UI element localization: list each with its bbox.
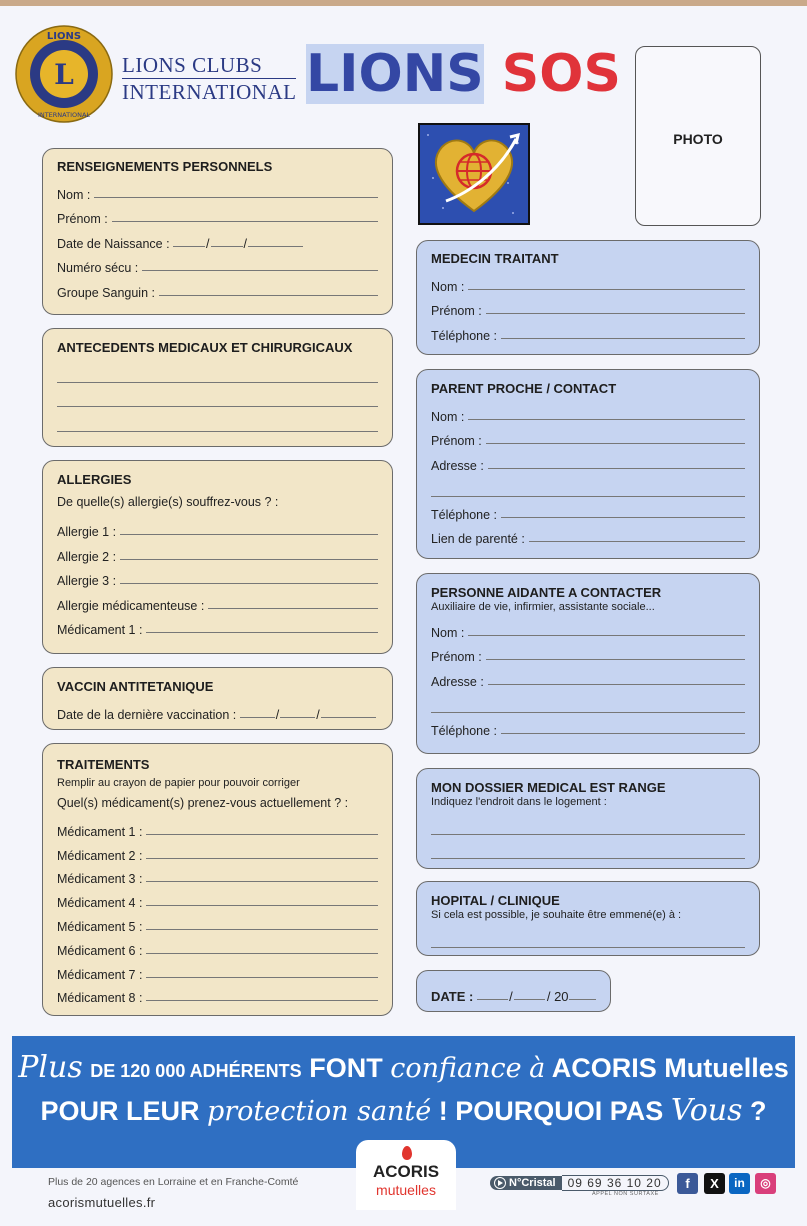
medical-file-line[interactable]	[431, 810, 745, 835]
line	[211, 246, 243, 247]
antecedents-title: ANTECEDENTS MEDICAUX ET CHIRURGICAUX	[57, 340, 353, 355]
allergies-title: ALLERGIES	[57, 472, 132, 487]
org-line2: INTERNATIONAL	[122, 80, 297, 104]
personal-dob-field[interactable]: Date de Naissance : / /	[57, 226, 378, 251]
org-line1: LIONS CLUBS	[122, 52, 296, 79]
line	[501, 338, 745, 339]
caregiver-sub: Auxiliaire de vie, infirmier, assistante sociale...	[431, 601, 655, 613]
line	[486, 443, 745, 444]
label: Médicament 2 :	[57, 848, 143, 863]
line	[240, 717, 275, 718]
banner-pour-leur: POUR LEUR	[40, 1096, 200, 1126]
doctor-tel-field[interactable]	[431, 318, 745, 343]
line	[569, 999, 596, 1000]
top-edge	[0, 0, 807, 6]
footer-agencies: Plus de 20 agences en Lorraine et en Franche-Comté	[48, 1176, 299, 1188]
line	[486, 659, 745, 660]
line	[120, 534, 378, 535]
label: Prénom :	[431, 304, 482, 318]
line	[468, 635, 745, 636]
play-icon	[494, 1177, 506, 1189]
banner-a: à	[529, 1053, 546, 1084]
banner-pourquoi: ! POURQUOI PAS	[438, 1096, 664, 1126]
vaccine-date-field[interactable]: Date de la dernière vaccination : / /	[57, 697, 378, 722]
caregiver-adresse-field[interactable]	[431, 664, 745, 689]
line	[146, 905, 378, 906]
label: Adresse :	[431, 674, 484, 689]
caregiver-title: PERSONNE AIDANTE A CONTACTER	[431, 585, 662, 600]
contact-adresse-line2[interactable]	[431, 473, 745, 498]
line	[120, 559, 378, 560]
photo-frame[interactable]	[635, 46, 761, 226]
line	[501, 517, 745, 518]
instagram-icon[interactable]: ◎	[755, 1173, 776, 1194]
line	[142, 270, 378, 271]
label: Allergie 1 :	[57, 525, 117, 539]
caregiver-tel-field[interactable]	[431, 713, 745, 738]
logo-bottom-text: INTERNATIONAL	[37, 111, 91, 119]
label: Nom :	[431, 625, 465, 640]
label: Médicament 7 :	[57, 967, 143, 982]
antecedents-line[interactable]	[57, 383, 378, 408]
label: Téléphone :	[431, 723, 498, 738]
line	[146, 1000, 378, 1001]
cristal-label: N°Cristal	[509, 1177, 556, 1189]
label: Prénom :	[431, 434, 482, 448]
line	[146, 858, 378, 859]
hospital-title: HOPITAL / CLINIQUE	[431, 893, 560, 908]
line	[94, 197, 378, 198]
line	[173, 246, 205, 247]
treatments-question: Quel(s) médicament(s) prenez-vous actuellement ? :	[57, 796, 349, 810]
title-lions: LIONS	[306, 44, 484, 104]
banner-plus: Plus	[18, 1050, 83, 1085]
line	[146, 881, 378, 882]
line	[146, 977, 378, 978]
treatments-note: Remplir au crayon de papier pour pouvoir corriger	[57, 777, 300, 789]
line	[280, 717, 315, 718]
hospital-sub: Si cela est possible, je souhaite être emmené(e) à :	[431, 909, 682, 921]
line	[159, 295, 378, 296]
treatment-med-8-field[interactable]	[57, 982, 378, 1006]
banner-acoris: ACORIS Mutuelles	[551, 1053, 789, 1083]
treatment-med-6-field[interactable]	[57, 934, 378, 958]
allergies-question: De quelle(s) allergie(s) souffrez-vous ? :	[57, 495, 279, 509]
allergies-box	[42, 460, 393, 654]
label: Prénom :	[57, 212, 108, 226]
banner-line2	[12, 1092, 795, 1131]
line	[146, 632, 378, 633]
antecedents-line[interactable]	[57, 358, 378, 383]
allergy-2-field[interactable]	[57, 539, 378, 564]
line	[146, 953, 378, 954]
allergy-1-field[interactable]	[57, 515, 378, 540]
banner-protection: protection santé	[206, 1096, 432, 1127]
label: Médicament 3 :	[57, 872, 143, 887]
line	[146, 834, 378, 835]
treatment-med-4-field[interactable]	[57, 886, 378, 910]
line	[120, 583, 378, 584]
treatments-title: TRAITEMENTS	[57, 757, 150, 772]
caregiver-adresse-line2[interactable]	[431, 689, 745, 714]
treatment-med-7-field[interactable]	[57, 958, 378, 982]
line	[146, 929, 378, 930]
page-title	[306, 44, 621, 104]
label: Nom :	[431, 409, 465, 424]
cristal-phone[interactable]	[490, 1175, 669, 1191]
doctor-prenom-field[interactable]	[431, 294, 745, 319]
antecedents-box	[42, 328, 393, 447]
label: Lien de parenté :	[431, 532, 525, 546]
personal-info-title: RENSEIGNEMENTS PERSONNELS	[57, 159, 273, 174]
photo-label: PHOTO	[673, 131, 723, 147]
label: Allergie 2 :	[57, 549, 117, 564]
vaccine-title: VACCIN ANTITETANIQUE	[57, 679, 214, 694]
medical-file-box	[416, 768, 760, 869]
date-year: / 20	[546, 988, 569, 1004]
banner-line1	[12, 1050, 795, 1089]
label: Médicament 5 :	[57, 919, 143, 934]
personal-secu-field[interactable]	[57, 251, 378, 276]
antecedents-line[interactable]	[57, 407, 378, 432]
logo-letter: L	[54, 58, 74, 91]
cristal-number: 09 69 36 10 20	[562, 1175, 669, 1191]
lions-logo-icon	[14, 24, 114, 124]
x-icon[interactable]: X	[704, 1173, 725, 1194]
treatment-med-5-field[interactable]	[57, 910, 378, 934]
label: Date de la dernière vaccination :	[57, 707, 237, 722]
doctor-nom-field[interactable]	[431, 269, 745, 294]
label: Adresse :	[431, 458, 484, 473]
acoris-brand-sub: mutuelles	[376, 1182, 436, 1198]
line	[488, 684, 745, 685]
contact-lien-field[interactable]	[431, 522, 745, 547]
personal-nom-field[interactable]	[57, 177, 378, 202]
contact-title: PARENT PROCHE / CONTACT	[431, 381, 617, 396]
doctor-title: MEDECIN TRAITANT	[431, 251, 559, 266]
cristal-note: APPEL NON SURTAXE	[592, 1191, 659, 1197]
label: Médicament 1 :	[57, 623, 143, 637]
date-label: DATE :	[431, 988, 474, 1004]
personal-info-box	[42, 148, 393, 315]
banner-vous: Vous	[670, 1093, 743, 1128]
linkedin-icon[interactable]: in	[729, 1173, 750, 1194]
line	[529, 541, 745, 542]
contact-adresse-field[interactable]	[431, 448, 745, 473]
caregiver-box	[416, 573, 760, 754]
banner-confiance: confiance	[390, 1053, 522, 1084]
line	[112, 221, 378, 222]
line	[248, 246, 303, 247]
banner-adherents: DE 120 000 ADHÉRENTS	[90, 1061, 302, 1081]
label: Groupe Sanguin :	[57, 285, 155, 300]
banner-font: FONT	[309, 1053, 383, 1083]
line	[468, 289, 745, 290]
line	[468, 419, 745, 420]
heart-globe-icon	[418, 123, 530, 225]
acoris-brand-name: ACORIS	[372, 1162, 440, 1181]
cristal-badge	[490, 1176, 562, 1190]
drug-allergy-field[interactable]	[57, 588, 378, 613]
treatments-box	[42, 743, 393, 1016]
line	[501, 733, 745, 734]
date-box	[416, 970, 611, 1012]
line	[321, 717, 376, 718]
line	[208, 608, 378, 609]
medical-file-sub: Indiquez l'endroit dans le logement :	[431, 796, 607, 808]
date-field[interactable]: DATE : / / 20	[431, 979, 596, 1004]
contact-prenom-field[interactable]	[431, 424, 745, 449]
acoris-drop-icon	[402, 1146, 412, 1160]
label: Allergie 3 :	[57, 574, 117, 588]
treatment-med-3-field[interactable]	[57, 863, 378, 887]
allergy-3-field[interactable]	[57, 564, 378, 589]
label: Nom :	[57, 187, 91, 202]
label: Prénom :	[431, 650, 482, 664]
hospital-line[interactable]	[431, 923, 745, 948]
allergy-medication-1-field[interactable]	[57, 613, 378, 638]
hospital-box	[416, 881, 760, 956]
vaccine-box	[42, 667, 393, 730]
treatment-med-1-field[interactable]	[57, 815, 378, 839]
line	[477, 999, 508, 1000]
logo-top-text: LIONS	[46, 31, 82, 42]
label: Téléphone :	[431, 507, 498, 522]
label: Téléphone :	[431, 328, 498, 343]
personal-prenom-field[interactable]	[57, 202, 378, 227]
label: Allergie médicamenteuse :	[57, 598, 205, 613]
line	[514, 999, 545, 1000]
label: Médicament 1 :	[57, 824, 143, 839]
org-name	[122, 52, 296, 105]
personal-sang-field[interactable]	[57, 275, 378, 300]
label: Numéro sécu :	[57, 261, 139, 275]
label: Date de Naissance :	[57, 236, 170, 251]
footer-website[interactable]: acorismutuelles.fr	[48, 1195, 156, 1210]
medical-file-line[interactable]	[431, 835, 745, 860]
medical-file-title: MON DOSSIER MEDICAL EST RANGE	[431, 780, 666, 795]
label: Nom :	[431, 279, 465, 294]
banner-qmark: ?	[750, 1096, 767, 1126]
title-sos: SOS	[501, 44, 621, 104]
contact-nom-field[interactable]	[431, 399, 745, 424]
doctor-box	[416, 240, 760, 355]
line	[486, 313, 745, 314]
line	[488, 468, 745, 469]
caregiver-nom-field[interactable]	[431, 615, 745, 640]
contact-tel-field[interactable]	[431, 497, 745, 522]
contact-box	[416, 369, 760, 559]
facebook-icon[interactable]: f	[677, 1173, 698, 1194]
label: Médicament 6 :	[57, 943, 143, 958]
label: Médicament 8 :	[57, 991, 143, 1006]
treatment-med-2-field[interactable]	[57, 839, 378, 863]
caregiver-prenom-field[interactable]	[431, 640, 745, 665]
label: Médicament 4 :	[57, 896, 143, 911]
